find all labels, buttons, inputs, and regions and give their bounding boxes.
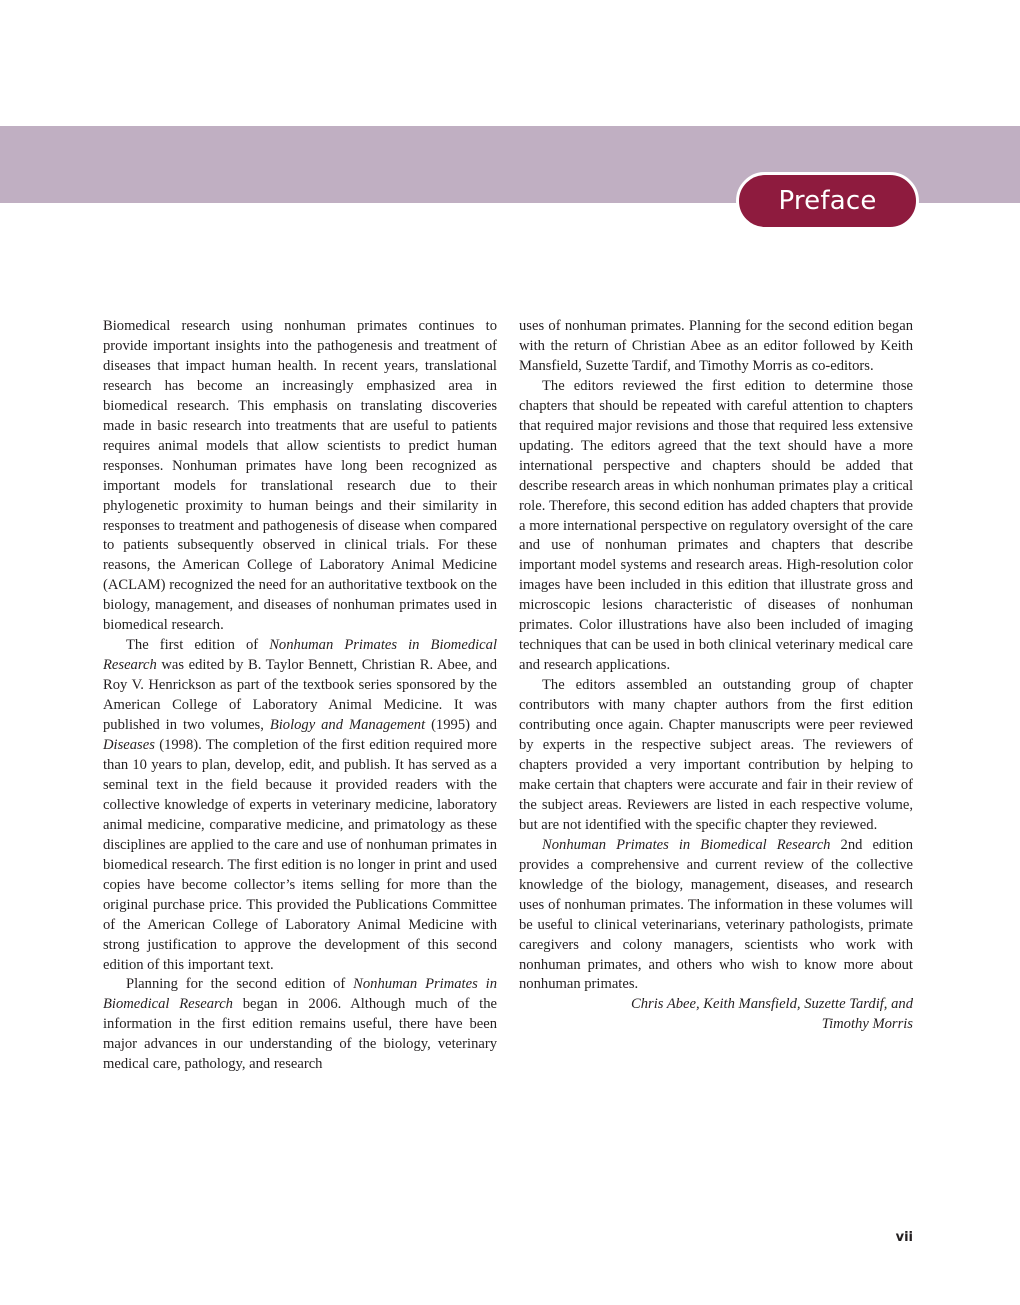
book-title: Nonhuman Primates in Biomedical Research [103,637,497,674]
right-text-column [519,317,913,1035]
book-title: Nonhuman Primates in Biomedical Research [103,976,497,1013]
volume-title: Diseases [103,737,155,754]
editors-signature: Chris Abee, Keith Mansfield, Suzette Tardif, and Timothy Morris [630,996,913,1033]
paragraph: The editors reviewed the first edition to determine those chapters that should be repeated with careful attention to chapters that required major revisions and those that required less extensive updating. The editors agreed that the text should have a more international perspective and chapters should be added that describe research areas in which nonhuman primates play a critical role. Therefore, this second edition has added chapters that provide a more international perspective on regulatory oversight of the care and use of nonhuman primates and chapters that describe important model systems and research areas. High-resolution color images have been included in this edition that illustrate gross and microscopic lesions characteristic of diseases of nonhuman primates. Color illustrations have also been included of imaging techniques that can be used in both clinical veterinary medical care and research applications. [519,377,913,674]
section-title-pill [736,172,919,230]
left-text-column [103,317,497,1075]
paragraph: The editors assembled an outstanding group of chapter contributors with many chapter authors from the first edition contributing once again. Chapter manuscripts were peer reviewed by experts in the respective subject areas. The reviewers of chapters provided a very important contribution by helping to make certain that chapters were accurate and fair in their review of the subject areas. Reviewers are listed in each respective volume, but are not identified with the specific chapter they reviewed. [519,677,913,833]
paragraph: uses of nonhuman primates. Planning for the second edition began with the return of Christian Abee as an editor followed by Keith Mansfield, Suzette Tardif, and Timothy Morris as co-editors. [519,318,913,374]
book-title: Nonhuman Primates in Biomedical Research [542,836,831,853]
page-title: Preface [778,186,877,216]
volume-title: Biology and Management [269,717,426,734]
paragraph: Planning for the second edition of Nonhuman Primates in Biomedical Research began in 2006. Although much of the information in the first edition remains useful, there have been major advances in our understanding of the biology, veterinary medical care, pathology, and research [103,976,498,1073]
page-number: vii [895,1230,913,1245]
paragraph: The first edition of Nonhuman Primates in Biomedical Research was edited by B. Taylor Bennett, Christian R. Abee, and Roy V. Henrickson as part of the textbook series sponsored by the American College of Laboratory Animal Medicine. It was published in two volumes, Biology and Management (1995) and Diseases (1998). The completion of the first edition required more than 10 years to plan, develop, edit, and publish. It has served as a seminal text in the field because it provided readers with the collective knowledge of experts in veterinary medicine, laboratory animal medicine, comparative medicine, and primatology as these disciplines are applied to the care and use of nonhuman primates in biomedical research. The first edition is no longer in print and used copies have become collector’s items selling for more than the original purchase price. This provided the Publications Committee of the American College of Laboratory Animal Medicine with strong justification to approve the development of this second edition of this important text. [103,637,497,973]
paragraph: Nonhuman Primates in Biomedical Research 2nd edition provides a comprehensive and current review of the collective knowledge of the biology, management, diseases, and research uses of nonhuman primates. The information in these volumes will be useful to clinical veterinarians, veterinary pathologists, primate caregivers and colony managers, scientists who work with nonhuman primates, and others who wish to know more about nonhuman primates. [519,836,913,993]
paragraph: Biomedical research using nonhuman primates continues to provide important insights into the pathogenesis and treatment of diseases that impact human health. In recent years, translational research has become an increasingly emphasized area in biomedical research. This emphasis on translating discoveries made in basic research into treatments that are useful to patients requires animal models that allow scientists to predict human responses. Nonhuman primates have long been recognized as important models for translational research due to their phylogenetic proximity to human beings and their similarity in responses to treatment and pathogenesis of disease when compared to patients subsequently observed in clinical trials. For these reasons, the American College of Laboratory Animal Medicine (ACLAM) recognized the need for an authoritative textbook on the biology, management, and diseases of nonhuman primates used in biomedical research. [103,318,497,634]
